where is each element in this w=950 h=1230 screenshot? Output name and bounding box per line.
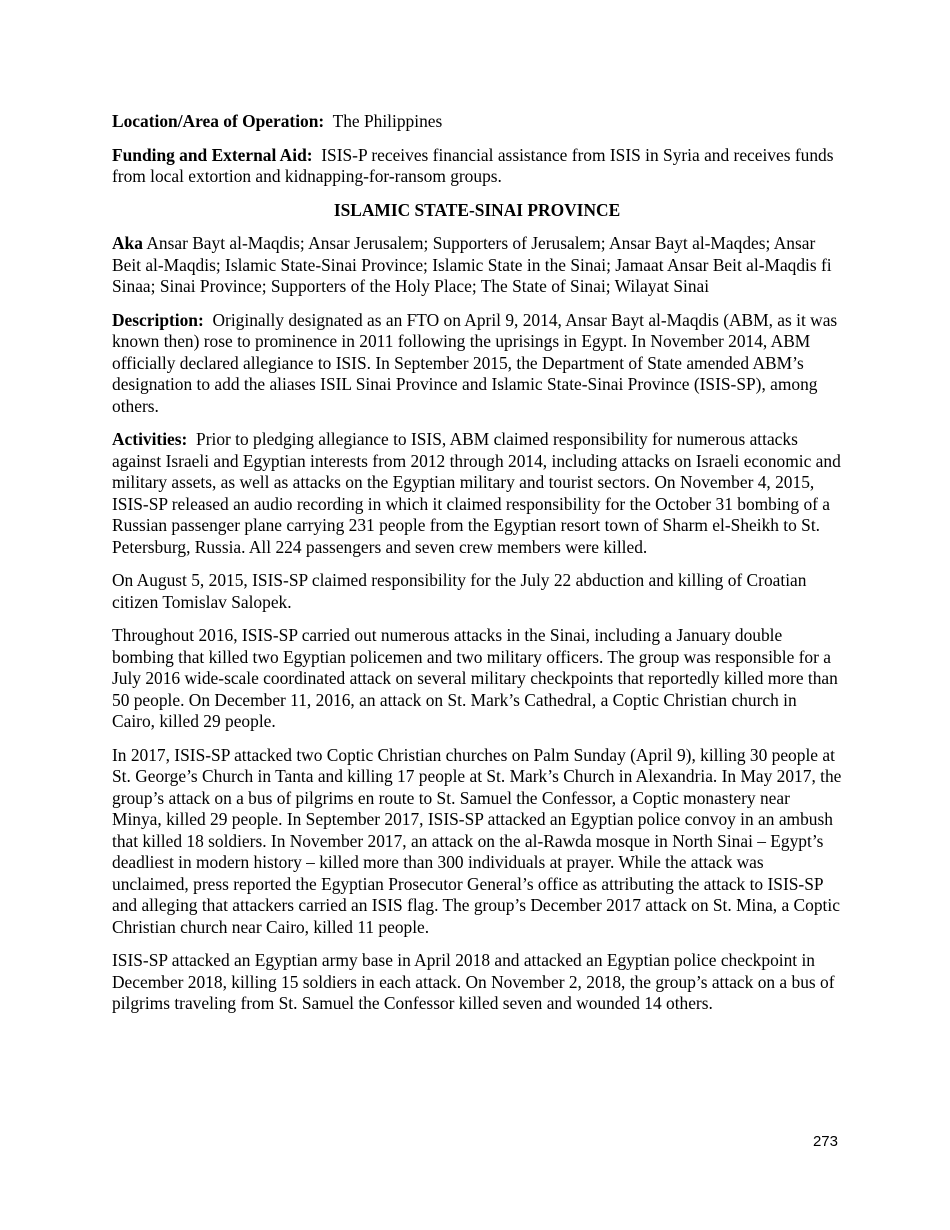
description-label: Description: bbox=[112, 309, 204, 330]
activities-label: Activities: bbox=[112, 429, 188, 449]
funding-label: Funding and External Aid: bbox=[112, 144, 313, 165]
description-value: Originally designated as an FTO on April 9, 2014, Ansar Bayt al-Maqdis (ABM, as it was known then) rose to prominence in 2011 following the uprisings in Egypt. In November 2014, ABM officially declared allegiance to ISIS. In September 2015, the Department of State amended ABM’s designation to add the aliases ISIL Sinai Province and Islamic State-Sinai Province (ISIS-SP), among others. bbox=[112, 309, 838, 416]
aka-paragraph bbox=[112, 233, 842, 298]
paragraph-2018: ISIS-SP attacked an Egyptian army base in April 2018 and attacked an Egyptian police checkpoint in December 2018, killing 15 soldiers in each attack. On November 2, 2018, the group’s attack on a bus of pilgrims traveling from St. Samuel the Confessor killed seven and wounded 14 others. bbox=[112, 950, 835, 1013]
funding-paragraph bbox=[112, 145, 842, 188]
activities-paragraph bbox=[112, 429, 842, 558]
document-page bbox=[112, 111, 842, 1027]
section-title: ISLAMIC STATE-SINAI PROVINCE bbox=[333, 199, 621, 220]
location-value: The Philippines bbox=[332, 111, 443, 131]
aka-label: Aka bbox=[112, 233, 143, 253]
activities-value: Prior to pledging allegiance to ISIS, ABM claimed responsibility for numerous attacks against Israeli and Egyptian interests from 2012 through 2014, including attacks on Israeli economic and military assets, as well as attacks on the Egyptian military and tourist sectors. On November 4, 2015, ISIS-SP released an audio recording in which it claimed responsibility for the October 31 bombing of a Russian passenger plane carrying 231 people from the Egyptian resort town of Sharm el-Sheikh to St. Petersburg, Russia. All 224 passengers and seven crew members were killed. bbox=[112, 429, 841, 557]
aka-value: Ansar Bayt al-Maqdis; Ansar Jerusalem; Supporters of Jerusalem; Ansar Bayt al-Maqdes; Ansar Beit al-Maqdis; Islamic State-Sinai Province; Islamic State in the Sinai; Jamaat Ansar Beit al-Maqdis fi Sinaa; Sinai Province; Supporters of the Holy Place; The State of Sinai; Wilayat Sinai bbox=[112, 233, 832, 296]
location-paragraph bbox=[112, 111, 842, 133]
paragraph-2017: In 2017, ISIS-SP attacked two Coptic Christian churches on Palm Sunday (April 9), killing 30 people at St. George’s Church in Tanta and killing 17 people at St. Mark’s Church in Alexandria. In May 2017, the group’s attack on a bus of pilgrims en route to St. Samuel the Confessor, a Coptic monastery near Minya, killed 29 people. In September 2017, ISIS-SP attacked an Egyptian police convoy in an ambush that killed 18 soldiers. In November 2017, an attack on the al-Rawda mosque in North Sinai – Egypt’s deadliest in modern history – killed more than 300 individuals at prayer. While the attack was unclaimed, press reported the Egyptian Prosecutor General’s office as attributing the attack to ISIS-SP and alleging that attackers carried an ISIS flag. The group’s December 2017 attack on St. Mina, a Coptic Christian church near Cairo, killed 11 people. bbox=[112, 744, 842, 937]
page-number: 273 bbox=[812, 1133, 838, 1150]
funding-value: ISIS-P receives financial assistance from ISIS in Syria and receives funds from local extortion and kidnapping-for-ransom groups. bbox=[112, 144, 834, 186]
description-paragraph bbox=[112, 310, 842, 418]
location-label: Location/Area of Operation: bbox=[112, 111, 325, 131]
paragraph-salopek: On August 5, 2015, ISIS-SP claimed responsibility for the July 22 abduction and killing of Croatian citizen Tomislav Salopek. bbox=[112, 570, 807, 612]
paragraph-2016: Throughout 2016, ISIS-SP carried out numerous attacks in the Sinai, including a January double bombing that killed two Egyptian policemen and two military officers. The group was responsible for a July 2016 wide-scale coordinated attack on several military checkpoints that reportedly killed more than 50 people. On December 11, 2016, an attack on St. Mark’s Cathedral, a Coptic Christian church in Cairo, killed 29 people. bbox=[112, 625, 838, 731]
